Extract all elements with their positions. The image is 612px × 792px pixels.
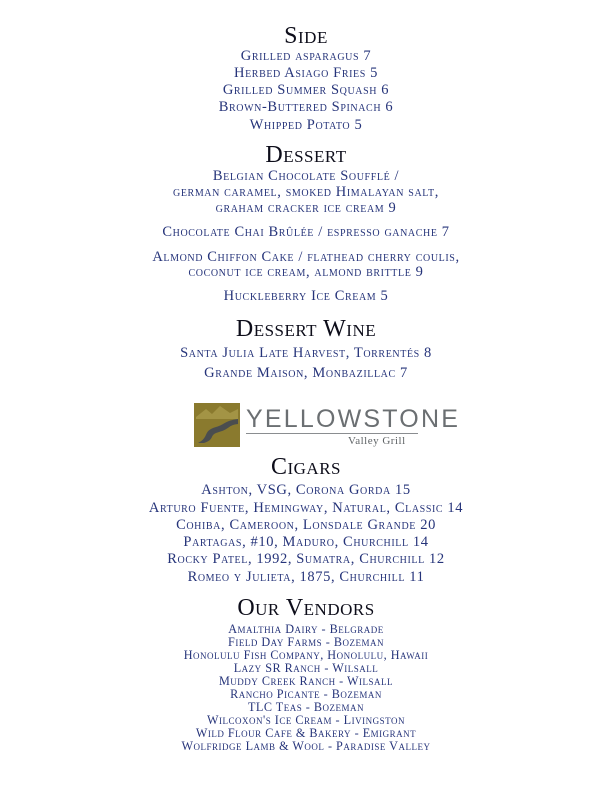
vendor-item: Honolulu Fish Company, Honolulu, Hawaii	[183, 648, 429, 662]
vendor-item: TLC Teas - Bozeman	[247, 700, 365, 714]
vendor-item: Lazy SR Ranch - Wilsall	[233, 661, 379, 675]
vendor-item: Amalthia Dairy - Belgrade	[228, 622, 384, 636]
logo-subtitle: Valley Grill	[348, 435, 406, 447]
mountain-river-icon	[194, 403, 240, 447]
side-heading: Side	[284, 23, 328, 49]
vendors-heading: Our Vendors	[237, 595, 375, 621]
vendor-item: Rancho Picante - Bozeman	[230, 687, 382, 701]
vendor-item: Field Day Farms - Bozeman	[228, 635, 384, 649]
cigar-item: Romeo y Julieta, 1875, Churchill 11	[187, 569, 425, 585]
side-item: Whipped Potato 5	[249, 117, 363, 133]
dessert-item-line: Chocolate Chai Brûlée / espresso ganache 7	[162, 224, 450, 240]
vendor-item: Muddy Creek Ranch - Wilsall	[218, 674, 394, 688]
side-item: Brown-Buttered Spinach 6	[218, 99, 394, 115]
cigar-item: Cohiba, Cameroon, Lonsdale Grande 20	[176, 517, 436, 533]
vendor-item: Wilcoxon's Ice Cream - Livingston	[207, 713, 405, 727]
side-item: Herbed Asiago Fries 5	[234, 65, 378, 81]
dessert-item-line: german caramel, smoked Himalayan salt,	[173, 184, 439, 200]
logo-name: YELLOWSTONE	[246, 405, 461, 433]
vendor-item: Wolfridge Lamb & Wool - Paradise Valley	[181, 739, 431, 753]
side-item: Grilled Summer Squash 6	[222, 82, 390, 98]
dessert-wine-item: Grande Maison, Monbazillac 7	[204, 365, 408, 381]
logo-divider	[246, 433, 418, 434]
dessert-item-line: Almond Chiffon Cake / flathead cherry coulis,	[152, 249, 460, 265]
dessert-wine-item: Santa Julia Late Harvest, Torrentés 8	[180, 345, 432, 361]
cigar-item: Ashton, VSG, Corona Gorda 15	[201, 482, 411, 498]
dessert-item-line: Belgian Chocolate Soufflé /	[212, 168, 400, 184]
dessert-wine-heading: Dessert Wine	[235, 316, 377, 342]
dessert-item-line: coconut ice cream, almond brittle 9	[188, 264, 424, 280]
dessert-heading: Dessert	[265, 142, 347, 168]
cigar-item: Rocky Patel, 1992, Sumatra, Churchill 12	[167, 551, 445, 567]
yellowstone-logo	[194, 403, 461, 447]
dessert-item-line: graham cracker ice cream 9	[215, 200, 397, 216]
side-item: Grilled asparagus 7	[240, 48, 372, 64]
dessert-item-line: Huckleberry Ice Cream 5	[223, 288, 389, 304]
cigar-item: Arturo Fuente, Hemingway, Natural, Classic 14	[148, 500, 464, 516]
cigar-item: Partagas, #10, Maduro, Churchill 14	[183, 534, 429, 550]
cigars-heading: Cigars	[270, 454, 342, 480]
vendor-item: Wild Flour Cafe & Bakery - Emigrant	[195, 726, 417, 740]
